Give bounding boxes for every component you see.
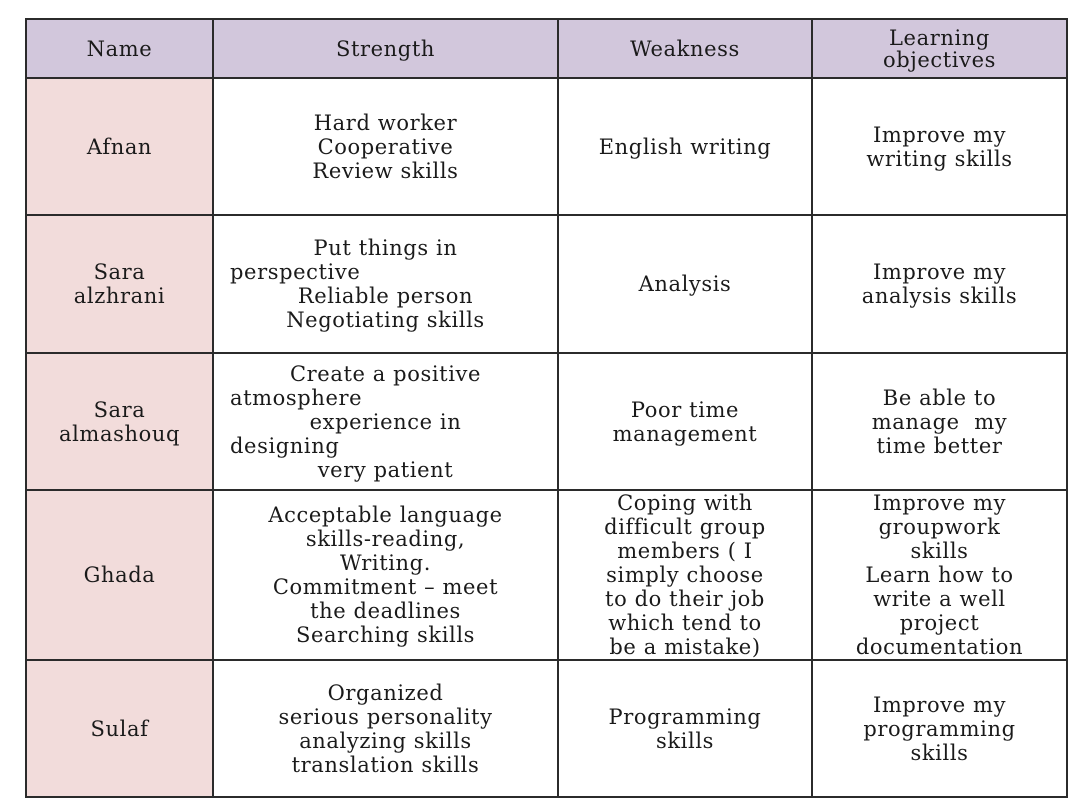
header-row xyxy=(26,19,1067,78)
objectives-cell xyxy=(812,215,1067,353)
objectives-line: Improve my xyxy=(872,260,1007,284)
table-row xyxy=(26,490,1067,660)
strength-line: perspective xyxy=(230,260,361,284)
objectives-line: write a well xyxy=(873,587,1006,611)
strength-cell xyxy=(213,215,558,353)
objectives-line: Improve my xyxy=(872,491,1007,515)
strength-line: Review skills xyxy=(312,158,459,183)
weakness-cell xyxy=(558,215,812,353)
name-line: Sara xyxy=(93,397,146,422)
header-strength: Strength xyxy=(213,19,558,78)
strength-cell xyxy=(213,78,558,215)
weakness-line: English writing xyxy=(598,134,772,159)
objectives-line: manage my xyxy=(871,409,1008,434)
skills-table-container xyxy=(25,18,1066,792)
name-cell xyxy=(26,215,213,353)
name-line: Sara xyxy=(93,260,146,284)
name-cell xyxy=(26,78,213,215)
name-cell xyxy=(26,353,213,490)
objectives-line: documentation xyxy=(855,635,1024,659)
objectives-line: skills xyxy=(910,539,969,563)
strength-cell xyxy=(213,660,558,797)
objectives-line: time better xyxy=(876,433,1003,458)
strength-line: designing xyxy=(230,433,340,458)
name-line: Ghada xyxy=(83,563,156,587)
objectives-line: programming xyxy=(863,716,1016,741)
objectives-line: Improve my xyxy=(872,122,1007,147)
table-row xyxy=(26,78,1067,215)
name-cell xyxy=(26,660,213,797)
strength-line: atmosphere xyxy=(230,385,363,410)
weakness-cell xyxy=(558,660,812,797)
header-learning-objectives-text: Learning objectives xyxy=(882,25,996,72)
objectives-cell xyxy=(812,660,1067,797)
weakness-line: be a mistake) xyxy=(609,635,761,659)
header-learning-objectives xyxy=(812,19,1067,78)
strength-line: the deadlines xyxy=(310,599,461,623)
weakness-cell xyxy=(558,78,812,215)
weakness-line: simply choose xyxy=(606,563,764,587)
weakness-line: management xyxy=(612,421,758,446)
strength-cell xyxy=(213,353,558,490)
objectives-line: project xyxy=(899,611,980,635)
skills-table xyxy=(25,18,1068,798)
strength-line: Create a positive xyxy=(289,361,482,386)
strength-line: Searching skills xyxy=(295,623,476,647)
strength-line: skills-reading, xyxy=(305,527,466,551)
strength-line: Reliable person xyxy=(297,284,474,308)
strength-line: Organized xyxy=(327,680,444,705)
weakness-cell xyxy=(558,353,812,490)
weakness-line: Programming xyxy=(608,704,762,729)
strength-line: Commitment – meet xyxy=(272,575,499,599)
strength-line: serious personality xyxy=(278,704,493,729)
strength-line: Hard worker xyxy=(313,110,458,135)
strength-line: analyzing skills xyxy=(299,728,472,753)
header-weakness: Weakness xyxy=(558,19,812,78)
strength-line: Negotiating skills xyxy=(286,308,485,332)
name-line: Afnan xyxy=(86,134,153,159)
table-row xyxy=(26,353,1067,490)
weakness-line: Coping with xyxy=(617,491,753,515)
weakness-line: difficult group xyxy=(604,515,766,539)
header-name: Name xyxy=(26,19,213,78)
objectives-line: groupwork xyxy=(878,515,1001,539)
weakness-line: members ( I xyxy=(617,539,753,563)
weakness-line: which tend to xyxy=(608,611,762,635)
objectives-line: Improve my xyxy=(872,692,1007,717)
name-line: Sulaf xyxy=(90,716,149,741)
objectives-line: writing skills xyxy=(866,146,1013,171)
objectives-line: Be able to xyxy=(882,385,997,410)
name-cell xyxy=(26,490,213,660)
strength-line: Acceptable language xyxy=(268,503,503,527)
weakness-line: Analysis xyxy=(638,272,732,296)
objectives-line: Learn how to xyxy=(865,563,1014,587)
objectives-line: analysis skills xyxy=(861,284,1018,308)
strength-line: experience in xyxy=(309,409,462,434)
objectives-cell xyxy=(812,490,1067,660)
name-line: alzhrani xyxy=(73,284,166,308)
name-line: almashouq xyxy=(59,421,180,446)
strength-line: Cooperative xyxy=(317,134,454,159)
strength-line: translation skills xyxy=(291,752,480,777)
strength-line: very patient xyxy=(317,457,454,482)
weakness-line: Poor time xyxy=(630,397,740,422)
strength-line: Put things in xyxy=(313,236,458,260)
weakness-cell xyxy=(558,490,812,660)
strength-cell xyxy=(213,490,558,660)
table-row xyxy=(26,215,1067,353)
objectives-cell xyxy=(812,353,1067,490)
objectives-cell xyxy=(812,78,1067,215)
objectives-line: skills xyxy=(910,740,969,765)
weakness-line: to do their job xyxy=(605,587,765,611)
strength-line: Writing. xyxy=(340,551,431,575)
table-row xyxy=(26,660,1067,797)
weakness-line: skills xyxy=(655,728,715,753)
